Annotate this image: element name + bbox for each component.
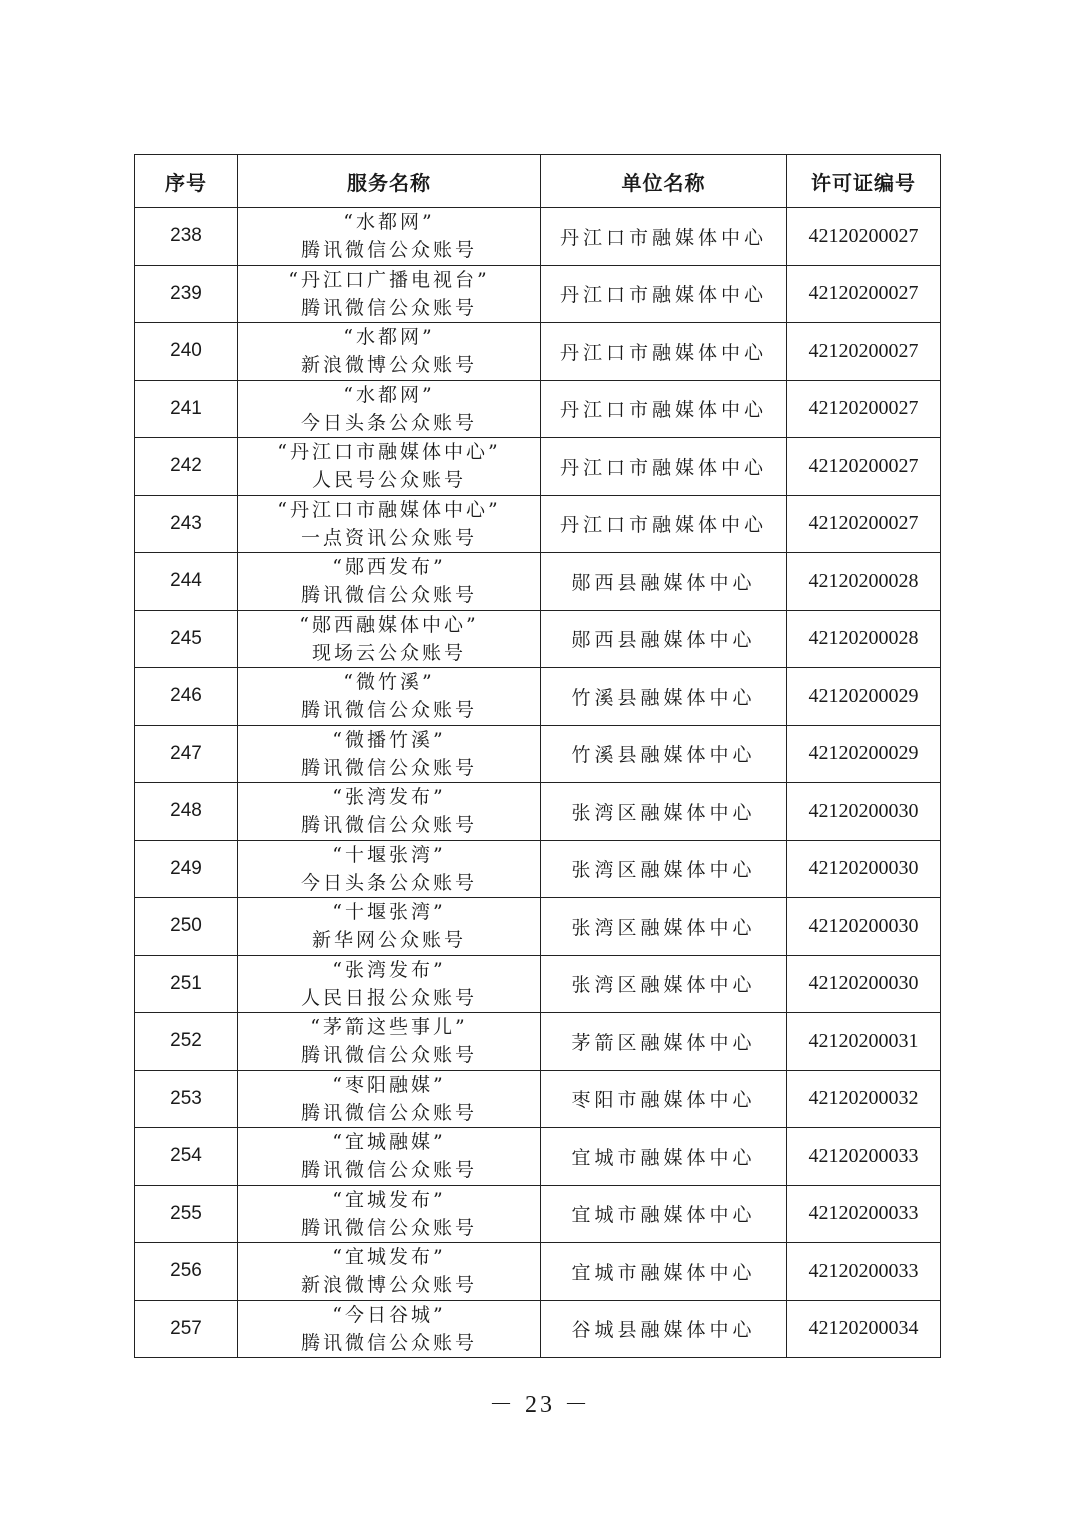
table-row bbox=[135, 725, 941, 783]
service-platform: 腾讯微信公众账号 bbox=[300, 296, 477, 319]
table-row bbox=[135, 495, 941, 553]
cell-license: 42120200027 bbox=[787, 265, 941, 323]
header-license-number: 许可证编号 bbox=[787, 155, 941, 208]
cell-service bbox=[238, 898, 541, 956]
service-platform: 腾讯微信公众账号 bbox=[300, 699, 477, 722]
cell-unit: 丹江口市融媒体中心 bbox=[541, 380, 787, 438]
cell-license: 42120200028 bbox=[787, 553, 941, 611]
cell-license: 42120200028 bbox=[787, 610, 941, 668]
table-row bbox=[135, 1300, 941, 1358]
cell-seq: 247 bbox=[135, 725, 238, 783]
cell-seq: 244 bbox=[135, 553, 238, 611]
service-name: “水都网” bbox=[343, 383, 435, 406]
table-row bbox=[135, 553, 941, 611]
service-platform: 今日头条公众账号 bbox=[300, 411, 477, 434]
service-name: “郧西发布” bbox=[332, 556, 446, 579]
service-name: “宜城发布” bbox=[332, 1188, 446, 1211]
service-platform: 今日头条公众账号 bbox=[300, 871, 477, 894]
cell-service bbox=[238, 1185, 541, 1243]
cell-unit: 茅箭区融媒体中心 bbox=[541, 1013, 787, 1071]
service-name: “郧西融媒体中心” bbox=[299, 613, 479, 636]
cell-unit: 竹溪县融媒体中心 bbox=[541, 668, 787, 726]
cell-unit: 张湾区融媒体中心 bbox=[541, 783, 787, 841]
service-platform: 腾讯微信公众账号 bbox=[300, 1331, 477, 1354]
cell-seq: 249 bbox=[135, 840, 238, 898]
cell-service bbox=[238, 438, 541, 496]
table-body bbox=[135, 208, 941, 1358]
cell-seq: 242 bbox=[135, 438, 238, 496]
table-row bbox=[135, 1013, 941, 1071]
cell-unit: 宜城市融媒体中心 bbox=[541, 1185, 787, 1243]
cell-seq: 246 bbox=[135, 668, 238, 726]
cell-seq: 251 bbox=[135, 955, 238, 1013]
cell-license: 42120200030 bbox=[787, 783, 941, 841]
table-row bbox=[135, 668, 941, 726]
service-platform: 腾讯微信公众账号 bbox=[300, 1216, 477, 1239]
table-row bbox=[135, 898, 941, 956]
service-platform: 人民号公众账号 bbox=[311, 469, 466, 492]
table-row bbox=[135, 1185, 941, 1243]
header-seq: 序号 bbox=[135, 155, 238, 208]
service-platform: 一点资讯公众账号 bbox=[300, 526, 477, 549]
cell-unit: 张湾区融媒体中心 bbox=[541, 840, 787, 898]
table-row bbox=[135, 380, 941, 438]
service-name: “水都网” bbox=[343, 326, 435, 349]
cell-seq: 243 bbox=[135, 495, 238, 553]
cell-service bbox=[238, 495, 541, 553]
cell-seq: 238 bbox=[135, 208, 238, 266]
service-name: “丹江口广播电视台” bbox=[288, 268, 490, 291]
service-name: “微竹溪” bbox=[343, 671, 435, 694]
service-name: “丹江口市融媒体中心” bbox=[277, 441, 501, 464]
cell-license: 42120200030 bbox=[787, 898, 941, 956]
service-platform: 腾讯微信公众账号 bbox=[300, 584, 477, 607]
cell-unit: 郧西县融媒体中心 bbox=[541, 610, 787, 668]
cell-unit: 张湾区融媒体中心 bbox=[541, 955, 787, 1013]
service-name: “十堰张湾” bbox=[332, 901, 446, 924]
cell-license: 42120200032 bbox=[787, 1070, 941, 1128]
cell-license: 42120200030 bbox=[787, 840, 941, 898]
page-number: － 23 － bbox=[489, 1392, 591, 1418]
cell-license: 42120200029 bbox=[787, 725, 941, 783]
table-header-row bbox=[135, 155, 941, 208]
service-name: “宜城发布” bbox=[332, 1246, 446, 1269]
table-row bbox=[135, 955, 941, 1013]
service-platform: 腾讯微信公众账号 bbox=[300, 239, 477, 262]
cell-seq: 252 bbox=[135, 1013, 238, 1071]
cell-unit: 丹江口市融媒体中心 bbox=[541, 323, 787, 381]
cell-license: 42120200027 bbox=[787, 323, 941, 381]
cell-service bbox=[238, 668, 541, 726]
table-row bbox=[135, 208, 941, 266]
table-row bbox=[135, 1243, 941, 1301]
service-platform: 新浪微博公众账号 bbox=[300, 1274, 477, 1297]
service-platform: 腾讯微信公众账号 bbox=[300, 814, 477, 837]
cell-service bbox=[238, 725, 541, 783]
cell-seq: 256 bbox=[135, 1243, 238, 1301]
cell-seq: 241 bbox=[135, 380, 238, 438]
service-platform: 腾讯微信公众账号 bbox=[300, 1044, 477, 1067]
service-platform: 人民日报公众账号 bbox=[300, 986, 477, 1009]
service-name: “宜城融媒” bbox=[332, 1131, 446, 1154]
cell-service bbox=[238, 1128, 541, 1186]
cell-license: 42120200027 bbox=[787, 495, 941, 553]
cell-unit: 丹江口市融媒体中心 bbox=[541, 495, 787, 553]
cell-unit: 竹溪县融媒体中心 bbox=[541, 725, 787, 783]
cell-seq: 255 bbox=[135, 1185, 238, 1243]
cell-license: 42120200033 bbox=[787, 1128, 941, 1186]
cell-seq: 254 bbox=[135, 1128, 238, 1186]
table-row bbox=[135, 1128, 941, 1186]
service-name: “茅箭这些事儿” bbox=[310, 1016, 468, 1039]
service-name: “丹江口市融媒体中心” bbox=[277, 498, 501, 521]
table-row bbox=[135, 610, 941, 668]
cell-service bbox=[238, 323, 541, 381]
service-name: “张湾发布” bbox=[332, 786, 446, 809]
cell-seq: 253 bbox=[135, 1070, 238, 1128]
cell-service bbox=[238, 380, 541, 438]
cell-service bbox=[238, 208, 541, 266]
cell-service bbox=[238, 1013, 541, 1071]
service-platform: 现场云公众账号 bbox=[311, 641, 466, 664]
cell-service bbox=[238, 1070, 541, 1128]
cell-unit: 郧西县融媒体中心 bbox=[541, 553, 787, 611]
service-platform: 腾讯微信公众账号 bbox=[300, 1159, 477, 1182]
cell-service bbox=[238, 1300, 541, 1358]
cell-service bbox=[238, 840, 541, 898]
cell-unit: 宜城市融媒体中心 bbox=[541, 1243, 787, 1301]
cell-license: 42120200027 bbox=[787, 438, 941, 496]
cell-seq: 239 bbox=[135, 265, 238, 323]
cell-license: 42120200031 bbox=[787, 1013, 941, 1071]
service-platform: 腾讯微信公众账号 bbox=[300, 1101, 477, 1124]
cell-seq: 245 bbox=[135, 610, 238, 668]
table-row bbox=[135, 265, 941, 323]
license-table bbox=[134, 154, 941, 1358]
cell-unit: 张湾区融媒体中心 bbox=[541, 898, 787, 956]
table-row bbox=[135, 438, 941, 496]
table-row bbox=[135, 783, 941, 841]
service-platform: 新华网公众账号 bbox=[311, 929, 466, 952]
cell-license: 42120200030 bbox=[787, 955, 941, 1013]
header-service-name: 服务名称 bbox=[238, 155, 541, 208]
service-name: “张湾发布” bbox=[332, 958, 446, 981]
service-platform: 新浪微博公众账号 bbox=[300, 354, 477, 377]
cell-service bbox=[238, 610, 541, 668]
cell-license: 42120200027 bbox=[787, 380, 941, 438]
service-name: “水都网” bbox=[343, 211, 435, 234]
cell-seq: 240 bbox=[135, 323, 238, 381]
cell-service bbox=[238, 265, 541, 323]
service-name: “十堰张湾” bbox=[332, 843, 446, 866]
cell-license: 42120200029 bbox=[787, 668, 941, 726]
table-row bbox=[135, 1070, 941, 1128]
table-row bbox=[135, 323, 941, 381]
cell-license: 42120200027 bbox=[787, 208, 941, 266]
service-name: “今日谷城” bbox=[332, 1303, 446, 1326]
cell-unit: 宜城市融媒体中心 bbox=[541, 1128, 787, 1186]
cell-unit: 丹江口市融媒体中心 bbox=[541, 208, 787, 266]
cell-license: 42120200033 bbox=[787, 1185, 941, 1243]
cell-service bbox=[238, 1243, 541, 1301]
cell-seq: 248 bbox=[135, 783, 238, 841]
table-row bbox=[135, 840, 941, 898]
cell-license: 42120200033 bbox=[787, 1243, 941, 1301]
service-name: “微播竹溪” bbox=[332, 728, 446, 751]
cell-unit: 丹江口市融媒体中心 bbox=[541, 438, 787, 496]
cell-seq: 257 bbox=[135, 1300, 238, 1358]
service-name: “枣阳融媒” bbox=[332, 1073, 446, 1096]
cell-unit: 丹江口市融媒体中心 bbox=[541, 265, 787, 323]
cell-service bbox=[238, 783, 541, 841]
cell-service bbox=[238, 553, 541, 611]
cell-license: 42120200034 bbox=[787, 1300, 941, 1358]
cell-seq: 250 bbox=[135, 898, 238, 956]
service-platform: 腾讯微信公众账号 bbox=[300, 756, 477, 779]
cell-unit: 枣阳市融媒体中心 bbox=[541, 1070, 787, 1128]
header-unit-name: 单位名称 bbox=[541, 155, 787, 208]
cell-unit: 谷城县融媒体中心 bbox=[541, 1300, 787, 1358]
cell-service bbox=[238, 955, 541, 1013]
